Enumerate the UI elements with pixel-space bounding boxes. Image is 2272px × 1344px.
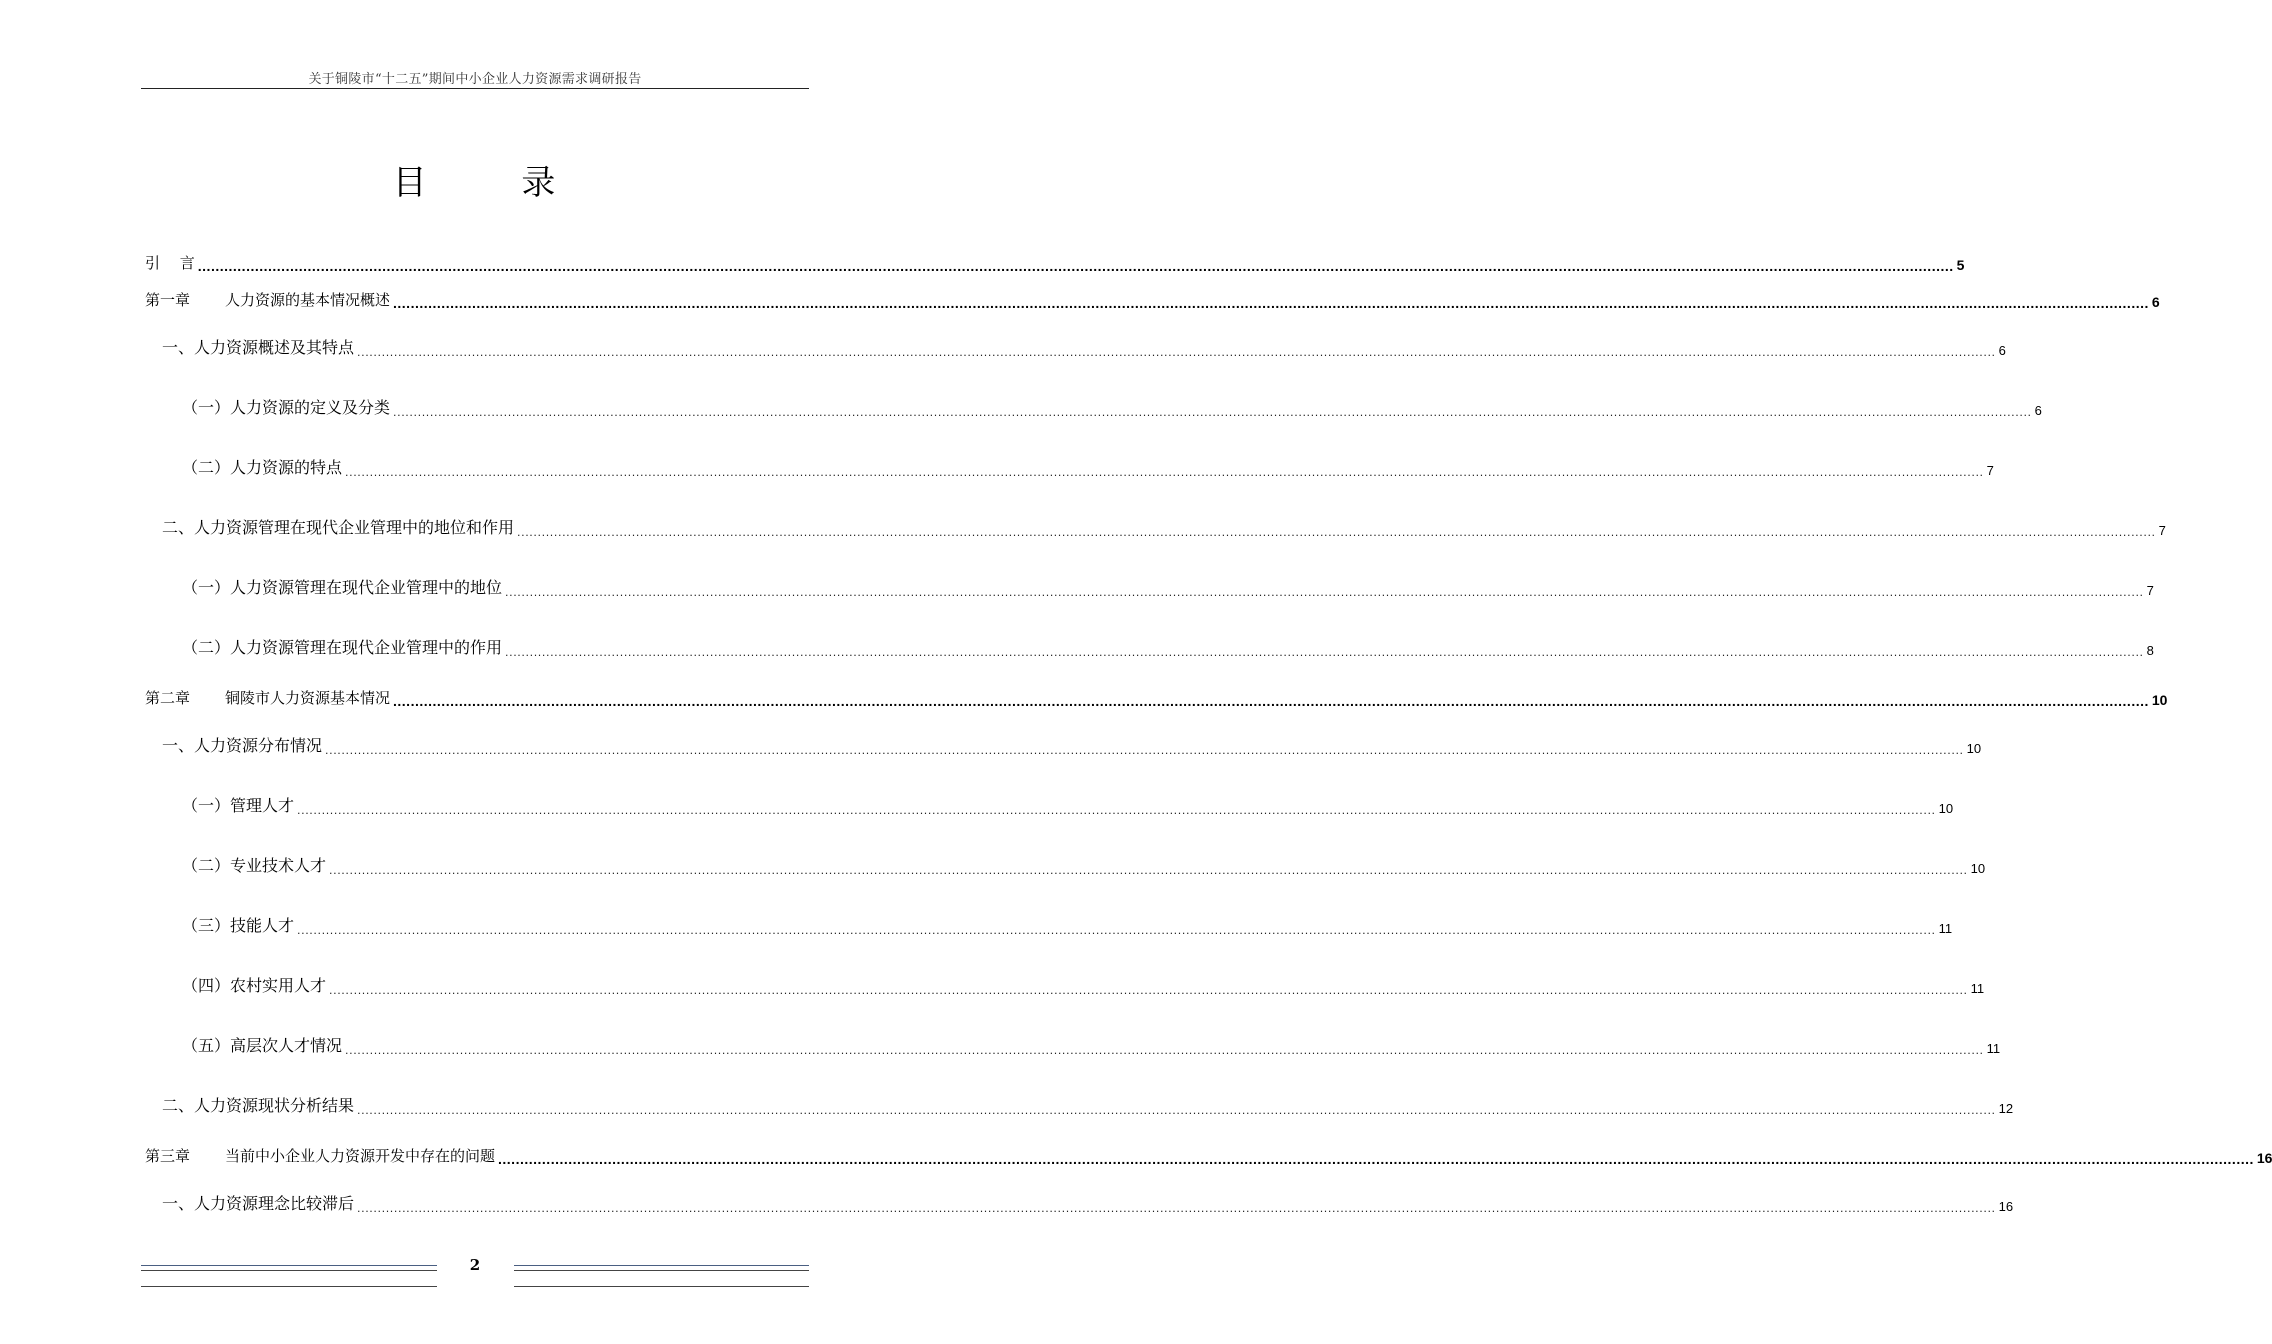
toc-dot-leader: ................................................................................................................................................................................................................................................................................................................................................................................................................	[329, 984, 1968, 997]
footer-rule-left-mid	[141, 1270, 437, 1271]
toc-page-number: 16	[1998, 1199, 2014, 1214]
toc-entry[interactable]	[162, 1191, 2014, 1215]
toc-dot-leader: ................................................................................................................................................................................................................................................................................................................................................................................................................	[329, 864, 1968, 877]
toc-page-number: 11	[1938, 921, 1953, 936]
toc-page-number: 7	[1986, 463, 1994, 478]
toc-entry-label: 一、人力资源概述及其特点	[162, 338, 355, 357]
footer-rule-left-bottom	[141, 1286, 437, 1287]
toc-dot-leader: ................................................................................................................................................................................................................................................................................................................................................................................................................	[345, 1044, 1984, 1057]
footer-rule-right-top	[514, 1265, 809, 1266]
toc-dot-leader: ................................................................................................................................................................................................................................................................................................................................................................................................................	[197, 258, 1954, 274]
toc-entry[interactable]	[182, 973, 1985, 997]
toc-entry-label	[145, 687, 390, 708]
toc-dot-leader: ................................................................................................................................................................................................................................................................................................................................................................................................................	[393, 406, 2032, 419]
toc-page-number: 10	[1970, 861, 1986, 876]
toc-dot-leader: ................................................................................................................................................................................................................................................................................................................................................................................................................	[357, 1202, 1996, 1215]
toc-page-number: 10	[1966, 741, 1982, 756]
toc-entry[interactable]	[182, 575, 2154, 599]
toc-page-number: 11	[1970, 981, 1985, 996]
toc-entry[interactable]	[182, 455, 1994, 479]
toc-dot-leader: ................................................................................................................................................................................................................................................................................................................................................................................................................	[357, 346, 1996, 359]
toc-entry[interactable]	[182, 793, 1954, 817]
toc-entry-label: 引 言	[145, 254, 195, 272]
toc-entry-label: 一、人力资源分布情况	[162, 736, 323, 755]
toc-page-number: 6	[1998, 343, 2006, 358]
toc-page-number: 8	[2146, 643, 2154, 658]
toc-entry[interactable]	[145, 1145, 2272, 1167]
toc-entry-label	[145, 289, 390, 310]
running-header: 关于铜陵市“十二五”期间中小企业人力资源需求调研报告	[308, 72, 642, 87]
toc-page-number: 5	[1956, 257, 1965, 273]
toc-dot-leader: ................................................................................................................................................................................................................................................................................................................................................................................................................	[345, 466, 1984, 479]
toc-page-number: 12	[1998, 1101, 2014, 1116]
toc-entry[interactable]	[162, 335, 2006, 359]
toc-entry[interactable]	[162, 733, 1982, 757]
toc-page-number: 11	[1986, 1041, 2001, 1056]
toc-page-number: 10	[1938, 801, 1954, 816]
toc-chapter-title: 铜陵市人力资源基本情况	[225, 689, 391, 707]
toc-entry-label: （一）人力资源管理在现代企业管理中的地位	[182, 578, 503, 597]
toc-entry[interactable]	[182, 1033, 2001, 1057]
toc-dot-leader: ................................................................................................................................................................................................................................................................................................................................................................................................................	[498, 1151, 2254, 1167]
toc-page-number: 16	[2256, 1150, 2272, 1166]
toc-entry-label: （二）人力资源管理在现代企业管理中的作用	[182, 638, 503, 657]
toc-entry-label: （一）管理人才	[182, 796, 295, 815]
toc-entry-label: 二、人力资源现状分析结果	[162, 1096, 355, 1115]
toc-dot-leader: ................................................................................................................................................................................................................................................................................................................................................................................................................	[297, 804, 1936, 817]
toc-chapter-number: 第一章	[145, 291, 191, 309]
toc-entry-label: 一、人力资源理念比较滞后	[162, 1194, 355, 1213]
toc-dot-leader: ................................................................................................................................................................................................................................................................................................................................................................................................................	[325, 744, 1964, 757]
toc-dot-leader: ................................................................................................................................................................................................................................................................................................................................................................................................................	[517, 526, 2156, 539]
toc-page-number: 6	[2151, 294, 2160, 310]
toc-entry-label: （一）人力资源的定义及分类	[182, 398, 391, 417]
toc-entry-label: （三）技能人才	[182, 916, 295, 935]
toc-entry[interactable]	[182, 635, 2154, 659]
footer-rule-left-top	[141, 1265, 437, 1266]
toc-title: 目 录	[392, 163, 558, 203]
toc-dot-leader: ................................................................................................................................................................................................................................................................................................................................................................................................................	[357, 1104, 1996, 1117]
toc-entry-label: （二）专业技术人才	[182, 856, 327, 875]
header-rule	[141, 88, 809, 89]
footer-rule-right-bottom	[514, 1286, 809, 1287]
toc-page-number: 7	[2146, 583, 2154, 598]
toc-entry[interactable]	[182, 853, 1986, 877]
toc-dot-leader: ................................................................................................................................................................................................................................................................................................................................................................................................................	[297, 924, 1936, 937]
toc-entry-label: （五）高层次人才情况	[182, 1036, 343, 1055]
toc-entry[interactable]	[162, 515, 2166, 539]
toc-page-number: 6	[2034, 403, 2042, 418]
toc-page-number: 7	[2158, 523, 2166, 538]
toc-chapter-title: 人力资源的基本情况概述	[225, 291, 391, 309]
toc-dot-leader: ................................................................................................................................................................................................................................................................................................................................................................................................................	[393, 693, 2149, 709]
toc-entry-label	[145, 1145, 495, 1166]
toc-entry-label: （二）人力资源的特点	[182, 458, 343, 477]
toc-entry[interactable]	[145, 252, 1965, 274]
toc-entry[interactable]	[182, 395, 2042, 419]
toc-chapter-title: 当前中小企业人力资源开发中存在的问题	[225, 1147, 496, 1165]
toc-entry[interactable]	[145, 289, 2160, 311]
toc-entry[interactable]	[145, 687, 2168, 709]
footer-rule-right-mid	[514, 1270, 809, 1271]
toc-entry-label: （四）农村实用人才	[182, 976, 327, 995]
toc-chapter-number: 第二章	[145, 689, 191, 707]
toc-entry-label: 二、人力资源管理在现代企业管理中的地位和作用	[162, 518, 515, 537]
toc-dot-leader: ................................................................................................................................................................................................................................................................................................................................................................................................................	[393, 295, 2149, 311]
toc-chapter-number: 第三章	[145, 1147, 191, 1165]
toc-page-number: 10	[2151, 692, 2168, 708]
toc-entry[interactable]	[162, 1093, 2014, 1117]
toc-dot-leader: ................................................................................................................................................................................................................................................................................................................................................................................................................	[505, 646, 2144, 659]
toc-entry[interactable]	[182, 913, 1953, 937]
toc-dot-leader: ................................................................................................................................................................................................................................................................................................................................................................................................................	[505, 586, 2144, 599]
page-number: 2	[469, 1256, 481, 1274]
